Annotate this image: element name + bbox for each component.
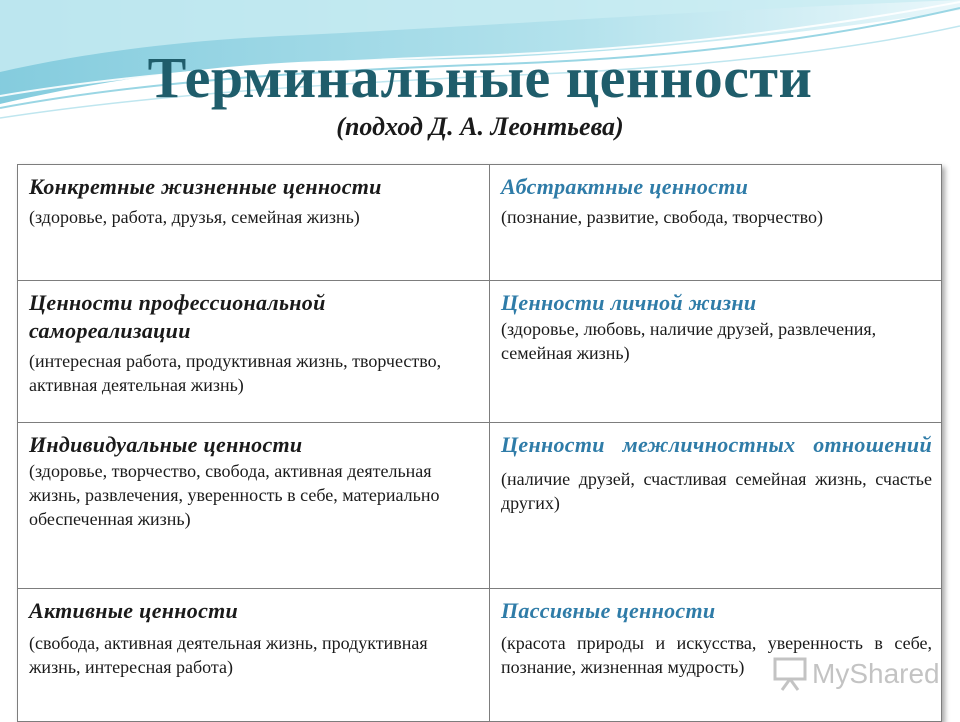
cell-description: (интересная работа, продуктивная жизнь, творчество, активная деятельная жизнь) [29,351,442,395]
watermark [772,656,940,692]
table-row [18,589,942,722]
cell-heading: Пассивные ценности [501,598,716,623]
table-cell [490,423,942,589]
table-row [18,281,942,423]
table-cell [18,281,490,423]
slide-subtitle: (подход Д. А. Леонтьева) [336,112,624,141]
cell-description: (познание, развитие, свобода, творчество) [501,207,823,227]
cell-heading: Ценности профессиональной самореализации [29,290,326,343]
table-row [18,423,942,589]
table-cell [18,165,490,281]
table-cell [18,589,490,722]
presentation-board-icon [772,657,808,691]
cell-heading: Конкретные жизненные ценности [29,174,382,199]
slide-title: Терминальные ценности [147,45,813,110]
cell-description: (здоровье, работа, друзья, семейная жизнь) [29,207,360,227]
cell-heading: Индивидуальные ценности [29,432,303,457]
cell-description: (здоровье, любовь, наличие друзей, развлечения, семейная жизнь) [501,319,877,363]
cell-description: (красота природы и искусства, уверенность в себе, познание, жизненная мудрость) [501,633,932,677]
cell-heading: Ценности межличностных отношений [501,432,932,457]
cell-heading: Ценности личной жизни [501,290,757,315]
cell-description: (здоровье, творчество, свобода, активная деятельная жизнь, развлечения, уверенность в себе, материально обеспеченная жизнь) [29,461,440,529]
values-table [17,164,942,722]
table-cell [490,281,942,423]
cell-heading: Абстрактные ценности [501,174,749,199]
cell-heading: Активные ценности [29,598,239,623]
table-cell [490,589,942,722]
table-row [18,165,942,281]
table-cell [18,423,490,589]
cell-description: (наличие друзей, счастливая семейная жизнь, счастье других) [501,469,932,513]
table-cell [490,165,942,281]
cell-description: (свобода, активная деятельная жизнь, продуктивная жизнь, интересная работа) [29,633,428,677]
watermark-text: MyShared [812,658,940,689]
